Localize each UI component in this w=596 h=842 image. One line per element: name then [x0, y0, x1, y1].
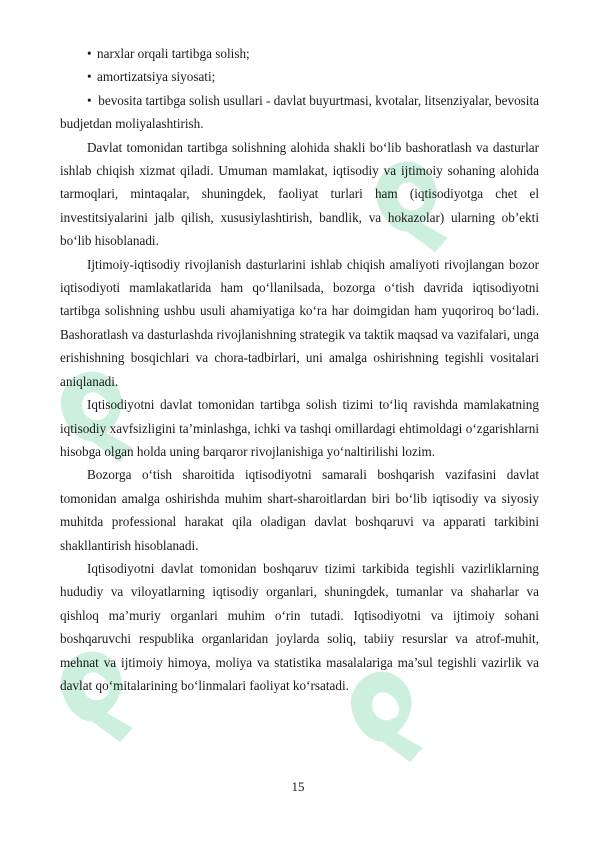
bullet-text: bevosita tartibga solish usullari - davlat buyurtmasi, kvotalar, litsenziyalar, bevosita budjetdan moliyalashtirish.: [60, 92, 539, 132]
paragraph: Iqtisodiyotni davlat tomonidan tartibga solish tizimi to‘liq ravishda mamlakatning iqtisodiy xavfsizligini ta’minlashga, ichki va tashqi omillardagi ehtimoldagi o‘zgarishlarni hisobga olgan holda uning barqaror rivojlanishiga yo‘naltirilishi lozim.: [60, 397, 539, 459]
bullet-item: [60, 89, 539, 136]
bullet-glyph: •: [87, 69, 92, 85]
paragraph: Bozorga o‘tish sharoitida iqtisodiyotni samarali boshqarish vazifasini davlat tomonidan amalga oshirishda muhim shart-sharoitlardan biri bo‘lib iqtisodiy va siyosiy muhitda professional harakat qila oladigan davlat boshqaruvi va apparati tarkibini shakllantirish hisoblanadi.: [60, 467, 539, 553]
paragraph: Davlat tomonidan tartibga solishning alohida shakli bo‘lib bashoratlash va dasturlar ishlab chiqish xizmat qiladi. Umuman mamlakat, iqtisodiy va ijtimoiy sohaning alohida tarmoqlari, mintaqalar, shuningdek, faoliyat turlari ham (iqtisodiyotga chet el investitsiyalarini jalb qilish, xususiylashtirish, bandlik, va hokazolar) ularning ob’ekti bo‘lib hisoblanadi.: [60, 139, 539, 249]
bullet-item: [60, 65, 539, 88]
paragraph: Iqtisodiyotni davlat tomonidan boshqaruv tizimi tarkibida tegishli vazirliklarning hududiy va viloyatlarning iqtisodiy organlari, shuningdek, tumanlar va shaharlar va qishloq ma’muriy organlari muhim o‘rin tutadi. Iqtisodiyotni va ijtimoiy sohani boshqaruvchi respublika organlaridan joylarda soliq, tabiiy resurslar va atrof-muhit, mehnat va ijtimoiy himoya, moliya va statistika masalalariga ma’sul tegishli vazirlik va davlat qo‘mitalarining bo‘linmalari faoliyat ko‘rsatadi.: [60, 560, 539, 693]
page-number: 15: [291, 779, 305, 794]
bullet-glyph: •: [87, 46, 92, 61]
paragraph: Ijtimoiy-iqtisodiy rivojlanish dasturlarini ishlab chiqish amaliyoti rivojlangan bozor iqtisodiyoti mamlakatlarida ham qo‘llanilsada, bozorga o‘tish davrida iqtisodiyotni tartibga solishning ushbu usuli ahamiyatiga ko‘ra har doimgidan ham yuqoriroq bo‘ladi. Bashoratlash va dasturlashda rivojlanishning strategik va taktik maqsad va vazifalari, unga erishishning bosqichlari va chora-tadbirlari, uni amalga oshirishning tegishli vositalari aniqlanadi.: [60, 256, 539, 389]
bullet-text: amortizatsiya siyosati;: [97, 69, 216, 85]
bullet-text: narxlar orqali tartibga solish;: [97, 46, 250, 61]
bullet-item: [60, 42, 539, 65]
bullet-glyph: •: [87, 92, 92, 108]
page-body: [60, 42, 539, 697]
